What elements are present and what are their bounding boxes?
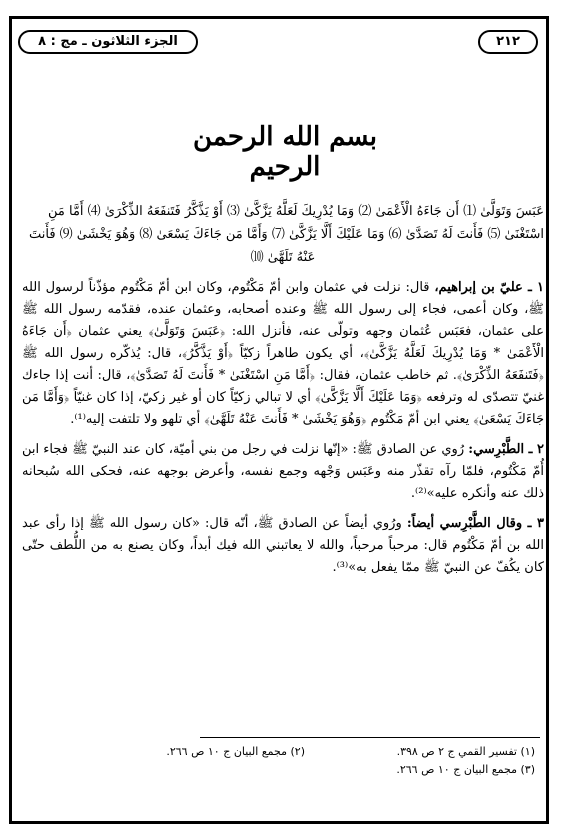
paragraph-2-lead: ٢ ـ الطَّبْرِسي: (468, 442, 544, 457)
paragraph-1-text: قال: نزلت في عثمان وابن أمّ مَكْتُوم، وكان ابن أمّ مَكْتُوم مؤذّناً لرسول الله ﷺ، وكان أعمى، فجاء إلى رسول الله ﷺ وعنده أصحابه، وعثمان عنده، فقدّمه رسول الله ﷺ على عثمان، فعَبَس عُثمان وجهه وتولّى عنه، فأنزل الله: ﴿عَبَسَ وَتَوَلَّىٰ﴾ يعني عثمان ﴿أَن جَاءَهُ الْأَعْمَىٰ * وَمَا يُدْرِيكَ لَعَلَّهُ يَزَّكَّىٰ﴾، أي يكون طاهراً زكيّاً ﴿أَوْ يَذَّكَّرُ﴾، قال: يُذكّره رسول الله ﷺ ﴿فَتَنفَعَهُ الذِّكْرَىٰ﴾. ثم خاطب عثمان، فقال: ﴿أَمَّا مَنِ اسْتَغْنَىٰ * فَأَنتَ لَهُ تَصَدَّىٰ﴾، قال: أنت إذا جاءك غنيّ تتصدّى له وترفعه ﴿وَمَا عَلَيْكَ أَلَّا يَزَّكَّىٰ﴾ أي لا تبالي زكيّاً كان أو غير زكيّ، إذا كان غنيّاً ﴿وَأَمَّا مَن جَاءَكَ يَسْعَىٰ﴾ يعني ابن أمّ مَكْتُوم ﴿وَهُوَ يَخْشَىٰ * فَأَنتَ عَنْهُ تَلَهَّىٰ﴾ أي تلهو ولا تلتفت إليه⁽¹⁾. (22, 280, 544, 427)
verse-line-3: عَنْهُ تَلَهَّىٰ ⑽ (250, 250, 316, 265)
paragraph-3-text: ورُوي أيضاً عن الصادق ﷺ، أنّه قال: «كان رسول الله ﷺ إذا رأى عبد الله بن أمّ مَكْتُوم قال: مرحباً مرحباً، والله لا يعاتبني الله فيك أبداً، وكان يصنع به من اللُّطف حتّى كان يكُفّ عن النبيّ ﷺ ممّا يفعل به»⁽³⁾. (22, 516, 544, 575)
footnote-1: (١) تفسير القمي ج ٢ ص ٣٩٨. (396, 745, 535, 758)
paragraph-1-lead: ١ ـ عليّ بن إبراهيم، (434, 280, 544, 295)
footnotes (30, 743, 535, 779)
page-number: ٢١٢ (478, 30, 538, 54)
volume-label: الجزء الثلاثون ـ مج : ٨ (18, 30, 198, 54)
page-body (22, 200, 544, 587)
paragraph-3 (22, 513, 544, 579)
paragraph-1 (22, 277, 544, 431)
footnote-3: (٣) مجمع البيان ج ١٠ ص ٢٦٦. (396, 763, 535, 776)
verse-line-1: عَبَسَ وَتَوَلَّىٰ ⑴ أَن جَاءَهُ الْأَعْمَىٰ ⑵ وَمَا يُدْرِيكَ لَعَلَّهُ يَزَّكَّىٰ ⑶ أَوْ يَذَّكَّرُ فَتَنفَعَهُ الذِّكْرَىٰ ⑷ أَمَّا مَنِ (48, 204, 544, 219)
footnote-separator (200, 737, 540, 738)
basmala-calligraphy: بسم الله الرحمن الرحيم (193, 122, 377, 182)
paragraph-2 (22, 439, 544, 505)
quran-verses (22, 200, 544, 269)
verse-line-2: اسْتَغْنَىٰ ⑸ فَأَنتَ لَهُ تَصَدَّىٰ ⑹ وَمَا عَلَيْكَ أَلَّا يَزَّكَّىٰ ⑺ وَأَمَّا مَن جَاءَكَ يَسْعَىٰ ⑻ وَهُوَ يَخْشَىٰ ⑼ فَأَنتَ (28, 227, 544, 242)
page-header (18, 30, 538, 56)
footnote-2: (٢) مجمع البيان ج ١٠ ص ٢٦٦. (166, 745, 305, 758)
paragraph-2-text: رُوي عن الصادق ﷺ: «إنّها نزلت في رجل من بني أميّة، كان عند النبيّ ﷺ فجاء ابن أُمّ مَكْتُوم، فلمّا رآه تقذّر منه وعَبَس وَجْهه وجمع نفسه، وأعرض بوجهه عنه، فحكى الله سُبحانه ذلك عنه وأنكره عليه»⁽²⁾. (22, 442, 544, 501)
paragraph-3-lead: ٣ ـ وقال الطَّبْرِسي أيضاً: (406, 516, 544, 531)
